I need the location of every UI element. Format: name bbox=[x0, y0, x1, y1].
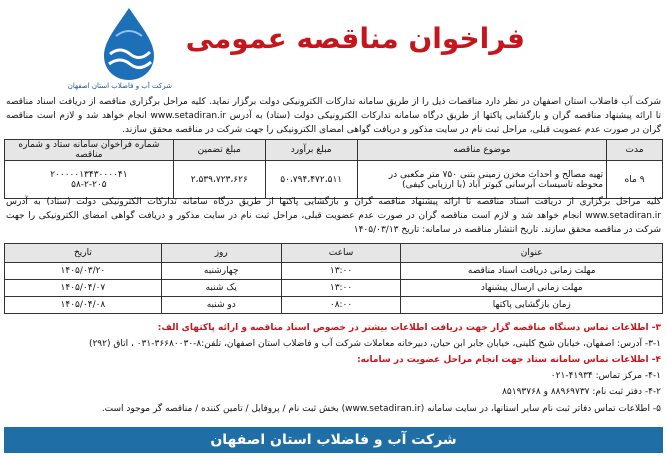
tender-number: ۵۸-۲-۲۰۵ bbox=[71, 179, 107, 190]
header-subject: موضوع مناقصه bbox=[357, 140, 606, 161]
schedule-date: ۱۴۰۵/۰۳/۲۰ bbox=[5, 263, 162, 280]
tender-table bbox=[4, 139, 663, 199]
footer-banner: شرکت آب و فاضلاب استان اصفهان bbox=[4, 427, 663, 453]
schedule-title: مهلت زمانی ارسال پیشنهاد bbox=[401, 280, 663, 297]
contact-line-4-2: ۴-۲- دفتر ثبت نام: ۸۸۹۶۹۷۳۷ و ۸۵۱۹۳۷۶۸ bbox=[502, 387, 661, 397]
header-time: ساعت bbox=[281, 244, 401, 263]
schedule-date: ۱۴۰۵/۰۴/۰۸ bbox=[5, 297, 162, 314]
table-row bbox=[5, 263, 663, 280]
schedule-table-header bbox=[5, 244, 663, 263]
header-estimate: مبلغ برآورد bbox=[265, 140, 357, 161]
schedule-time: ۱۳:۰۰ bbox=[281, 280, 401, 297]
estimate-cell: ۵۰،۷۹۴،۴۷۲،۵۱۱ bbox=[265, 161, 357, 199]
table-row bbox=[5, 161, 663, 199]
contact-line-4-1: ۴-۱- مرکز تماس: ۴۱۹۳۴-۰۲۱ bbox=[550, 371, 661, 381]
call-number: ۲۰۰۰۰۰۱۳۴۳۰۰۰۰۴۱ bbox=[50, 169, 128, 180]
header-date: تاریخ bbox=[5, 244, 162, 263]
header-call-number: شماره فراخوان سامانه ستاد و شماره مناقصه bbox=[5, 140, 174, 161]
header-duration: مدت bbox=[607, 140, 663, 161]
process-paragraph: کلیه مراحل برگزاری از دریافت اسناد مناقصه تا ارائه پیشنهاد مناقصه گران و بازگشایی پاکتها از طریق درگاه سامانه تدارکات الکترونیکی دولت (ستاد) به آدرس www.setadiran.ir انجام خواهد شد و لازم است مناقصه گران در صورت عدم عضویت قبلی، مراحل ثبت نام در سایت مذکور و دریافت گواهی امضای الکترونیکی را جهت شرکت در مناقصه محقق سازند. تاریخ انتشار مناقصه در سامانه: تاریخ ۱۴۰۵/۰۳/۱۳ bbox=[6, 197, 661, 235]
contact-line-5: ۵- اطلاعات تماس دفاتر ثبت نام سایر استانها، در سایت سامانه (www.setadiran.ir) بخش ثبت نام / پروفایل / تامین کننده / مناقصه گر موجود است. bbox=[101, 404, 661, 414]
logo-caption: شرکت آب و فاضلاب استان اصفهان bbox=[67, 82, 172, 90]
duration-cell: ۹ ماه bbox=[607, 161, 663, 199]
schedule-title: زمان بازگشایی پاکتها bbox=[401, 297, 663, 314]
schedule-title: مهلت زمانی دریافت اسناد مناقصه bbox=[401, 263, 663, 280]
subject-cell: تهیه مصالح و احداث مخزن زمینی بتنی ۷۵۰ متر مکعبی در محوطه تاسیسات آبرسانی کبوتر آباد (با ارزیابی کیفی) bbox=[357, 161, 606, 199]
contact-heading-4: ۴- اطلاعات تماس سامانه ستاد جهت انجام مراحل عضویت در سامانه: bbox=[357, 355, 661, 365]
contact-line-3-1: ۳-۱- آدرس: اصفهان، خیابان شیخ کلینی، خیابان جابر ابن حیان، دبیرخانه معاملات شرکت آب و فاضلاب استان اصفهان، تلفن:۸-۳۶۶۸۰۰۳۰-۰۳۱ ، اتاق (۲۹۲) bbox=[88, 339, 661, 349]
schedule-date: ۱۴۰۵/۰۴/۰۷ bbox=[5, 280, 162, 297]
header-title: عنوان bbox=[401, 244, 663, 263]
guarantee-cell: ۲،۵۳۹،۷۲۳،۶۲۶ bbox=[173, 161, 265, 199]
header-guarantee: مبلغ تضمین bbox=[173, 140, 265, 161]
schedule-time: ۱۳:۰۰ bbox=[281, 263, 401, 280]
header-day: روز bbox=[161, 244, 281, 263]
table-row bbox=[5, 280, 663, 297]
water-company-logo bbox=[96, 6, 162, 82]
schedule-day: یک شنبه bbox=[161, 280, 281, 297]
schedule-time: ۰۸:۰۰ bbox=[281, 297, 401, 314]
schedule-day: دو شنبه bbox=[161, 297, 281, 314]
table-row bbox=[5, 297, 663, 314]
intro-paragraph: شرکت آب فاضلاب استان اصفهان در نظر دارد مناقصات ذیل را از طریق سامانه تدارکات الکترونیکی دولت برگزار نماید. کلیه مراحل برگزاری مناقصه از دریافت اسناد مناقصه تا ارائه پیشنهاد مناقصه گران و بازگشایی پاکتها از طریق درگاه سامانه تدارکات الکترونیکی دولت (ستاد) به آدرس www.setadiran.ir انجام خواهد شد و لازم است مناقصه گران در صورت عدم عضویت قبلی، مراحل ثبت نام در سایت مذکور و دریافت گواهی امضای الکترونیکی را جهت شرکت در مناقصه محقق سازند. bbox=[6, 97, 661, 135]
tender-table-header bbox=[5, 140, 663, 161]
call-number-cell bbox=[5, 161, 174, 199]
schedule-day: چهارشنبه bbox=[161, 263, 281, 280]
page-title: فراخوان مناقصه عمومی bbox=[185, 22, 525, 55]
schedule-table bbox=[4, 243, 663, 314]
contact-heading-3: ۳- اطلاعات تماس دستگاه مناقصه گزار جهت دریافت اطلاعات بیشتر در خصوص اسناد مناقصه و ارائه پاکتهای الف: bbox=[157, 323, 661, 333]
